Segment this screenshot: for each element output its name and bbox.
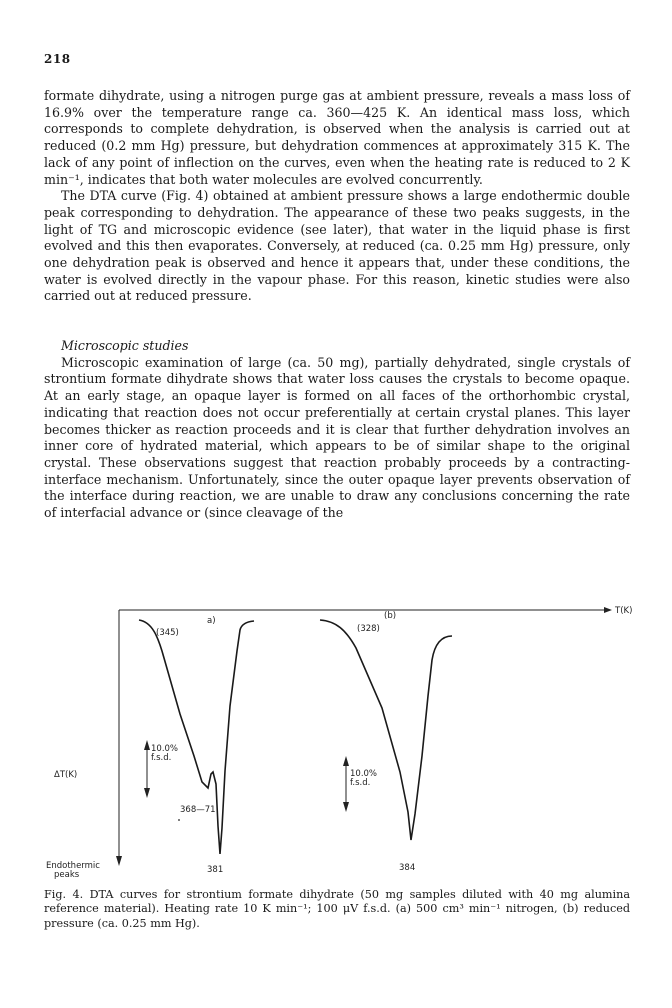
scale-bar-a-arrow-up — [144, 740, 150, 750]
scale-a-unit: f.s.d. — [151, 753, 172, 763]
scale-a-value: 10.0% — [151, 744, 179, 754]
scale-bar-a-arrow-down — [144, 788, 150, 798]
t-axis-arrowhead — [604, 607, 612, 613]
peak-a-label: 381 — [207, 865, 224, 875]
shoulder-a-label: 368—71 — [180, 805, 216, 815]
shoulder-a-marker — [178, 819, 180, 821]
peaks-label: peaks — [54, 870, 80, 880]
onset-a-label: (345) — [156, 628, 179, 638]
body-text-top — [44, 88, 630, 305]
scale-bar-b-arrow-up — [343, 756, 349, 766]
panel-a-label: a) — [207, 616, 216, 626]
scale-b-value: 10.0% — [350, 769, 378, 779]
curve-b — [320, 620, 452, 840]
endothermic-label: Endothermic — [46, 861, 100, 871]
panel-b-label: (b) — [384, 611, 397, 621]
dta-figure — [44, 596, 634, 886]
section-heading: Microscopic studies — [61, 338, 189, 353]
figure-caption: Fig. 4. DTA curves for strontium formate dihydrate (50 mg samples diluted with 40 mg alumina reference material). Heating rate 10 K min⁻¹; 100 μV f.s.d. (a) 500 cm³ min⁻¹ nitrogen, (b) reduced pressure (ca. 0.25 mm Hg). — [44, 888, 630, 930]
dta-curves-svg — [44, 596, 634, 886]
onset-b-label: (328) — [357, 624, 380, 634]
dt-axis-label: ΔT(K) — [54, 770, 78, 780]
paragraph-dta-curve: The DTA curve (Fig. 4) obtained at ambient pressure shows a large endothermic double peak corresponding to dehydration. The appearance of these two peaks suggests, in the light of TG and microscopic evidence (see later), that water in the liquid phase is first evolved and this then evaporates. Conversely, at reduced (ca. 0.25 mm Hg) pressure, only one dehydration peak is observed and hence it appears that, under these conditions, the water is evolved directly in the vapour phase. For this reason, kinetic studies were also carried out at reduced pressure. — [44, 188, 630, 304]
scale-bar-b-arrow-down — [343, 802, 349, 812]
body-text-microscopic — [44, 338, 630, 522]
page-number: 218 — [44, 52, 71, 66]
curve-a — [139, 620, 254, 854]
dt-axis-arrowhead — [116, 856, 122, 866]
peak-b-label: 384 — [399, 863, 416, 873]
paragraph-tg-results: formate dihydrate, using a nitrogen purge gas at ambient pressure, reveals a mass loss of 16.9% over the temperature range ca. 360—425 K. An identical mass loss, which corresponds to complete dehydration, is observed when the analysis is carried out at reduced (0.2 mm Hg) pressure, but dehydration commences at approximately 315 K. The lack of any point of inflection on the curves, even when the heating rate is reduced to 2 K min⁻¹, indicates that both water molecules are evolved concurrently. — [44, 88, 630, 187]
t-axis-label: T(K) — [615, 606, 633, 616]
scale-b-unit: f.s.d. — [350, 778, 371, 788]
paragraph-microscopic: Microscopic examination of large (ca. 50 mg), partially dehydrated, single crystals of strontium formate dihydrate shows that water loss causes the crystals to become opaque. At an early stage, an opaque layer is formed on all faces of the orthorhombic crystal, indicating that reaction does not occur preferentially at certain crystal planes. This layer becomes thicker as reaction proceeds and it is clear that further dehydration involves an inner core of hydrated material, which appears to be of similar shape to the original crystal. These observations suggest that reaction probably proceeds by a contracting-interface mechanism. Unfortunately, since the outer opaque layer prevents observation of the interface during reaction, we are unable to draw any conclusions concerning the rate of interfacial advance or (since cleavage of the — [44, 354, 630, 521]
